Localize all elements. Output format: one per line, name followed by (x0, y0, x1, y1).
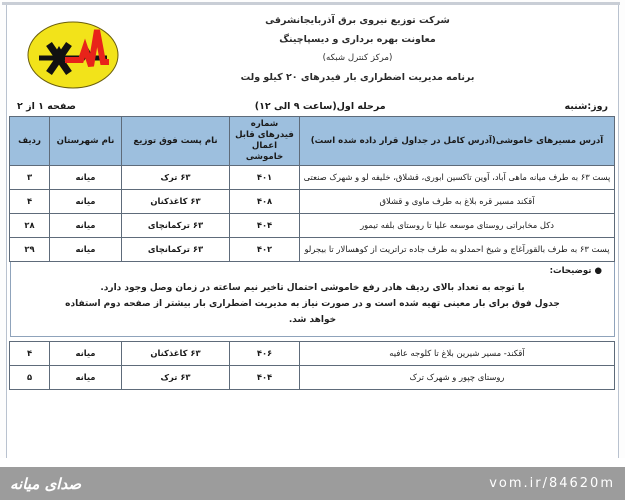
cell-address: پست ۶۳ به طرف میانه ماهی آباد، آوین تاکسین ابوری، قشلاق، خلیفه لو و شهرک صنعتی (300, 166, 615, 190)
cell-address: آقکند مسیر قره بلاغ به طرف ماوی و قشلاق (300, 190, 615, 214)
cell-feeder: ۴۰۸ (230, 190, 300, 214)
column-header-city: نام شهرستان (50, 117, 122, 166)
cell-city: میانه (50, 366, 122, 390)
outage-schedule-table (9, 116, 615, 262)
cell-post: ۶۳ ترک (122, 366, 230, 390)
table-header-row (10, 117, 615, 166)
table-row (10, 342, 615, 366)
table-row (10, 190, 615, 214)
cell-radif: ۳ (10, 166, 50, 190)
cell-post: ۶۳ ترکمانچای (122, 238, 230, 262)
source-url-label[interactable]: vom.ir/84620m (489, 476, 615, 491)
table-row (10, 238, 615, 262)
footer-watermark-bar (0, 467, 625, 500)
cell-radif: ۴ (10, 342, 50, 366)
secondary-outage-table (9, 341, 615, 390)
site-brand-label: صدای میانه (10, 474, 82, 493)
document-frame (6, 4, 619, 462)
notes-line-2: جدول فوق برای بار معینی تهیه شده است و در صورت نیاز به مدیریت اضطراری بار بیشتر از صفحه دوم استفاده (65, 299, 560, 309)
cell-post: ۶۳ کاغذکنان (122, 190, 230, 214)
org-line-4: برنامه مدیریت اضطراری بار فیدرهای ۲۰ کیلو ولت (240, 72, 475, 83)
org-line-2: معاونت بهره برداری و دیسپاچینگ (279, 34, 436, 45)
cell-city: میانه (50, 190, 122, 214)
cell-radif: ۲۹ (10, 238, 50, 262)
table-row (10, 366, 615, 390)
cell-address: آقکند- مسیر شیرین بلاغ تا کلوجه عافیه (300, 342, 615, 366)
day-label: روز:شنبه (564, 101, 608, 112)
page-number-label: صفحه ۱ از ۲ (17, 101, 76, 112)
cell-feeder: ۴۰۴ (230, 366, 300, 390)
cell-feeder: ۴۰۴ (230, 214, 300, 238)
table-body-bottom (10, 342, 615, 390)
cell-address: پست ۶۳ به طرف بالقورآغاج و شیخ احمدلو به طرف جاده تراتریت از کوهسالار تا بیجرلو (300, 238, 615, 262)
cell-address: روستای چپور و شهرک ترک (300, 366, 615, 390)
cell-address: دکل مخابراتی روستای موسعه علیا تا روستای بلفه تیمور (300, 214, 615, 238)
cell-feeder: ۴۰۲ (230, 238, 300, 262)
footer-spacer (0, 458, 625, 467)
column-header-radif: ردیف (10, 117, 50, 166)
masthead (7, 5, 618, 99)
cell-radif: ۵ (10, 366, 50, 390)
cell-city: میانه (50, 166, 122, 190)
cell-city: میانه (50, 342, 122, 366)
org-line-3: (مرکز کنترل شبکه) (322, 53, 393, 63)
electric-distribution-company-logo (25, 18, 121, 92)
cell-feeder: ۴۰۶ (230, 342, 300, 366)
table-row (10, 214, 615, 238)
org-line-1: شرکت توزیع نیروی برق آذربایجانشرقی (265, 15, 450, 26)
column-header-feeder: شماره فیدرهای قابل اعمال خاموشی (230, 117, 300, 166)
notes-block (10, 262, 615, 337)
stage-label: مرحله اول(ساعت ۹ الی ۱۲) (254, 101, 386, 112)
cell-post: ۶۳ ترکمانچای (122, 214, 230, 238)
cell-feeder: ۴۰۱ (230, 166, 300, 190)
column-header-post: نام پست فوق توزیع (122, 117, 230, 166)
cell-city: میانه (50, 214, 122, 238)
cell-post: ۶۳ ترک (122, 166, 230, 190)
notes-title: ● توضیحات: (549, 266, 602, 276)
notes-line-1: با توجه به تعداد بالای ردیف هادر رفع خاموشی احتمال تاخیر نیم ساعته در زمان وصل وجود دارد. (100, 283, 525, 293)
cell-radif: ۴ (10, 190, 50, 214)
cell-post: ۶۳ کاغذکنان (122, 342, 230, 366)
notes-line-3: خواهد شد. (288, 315, 337, 325)
column-header-address: آدرس مسیرهای خاموشی(آدرس کامل در جداول قرار داده شده است) (300, 117, 615, 166)
table-body-top (10, 166, 615, 262)
meta-bar (7, 99, 618, 116)
cell-radif: ۲۸ (10, 214, 50, 238)
cell-city: میانه (50, 238, 122, 262)
table-row (10, 166, 615, 190)
